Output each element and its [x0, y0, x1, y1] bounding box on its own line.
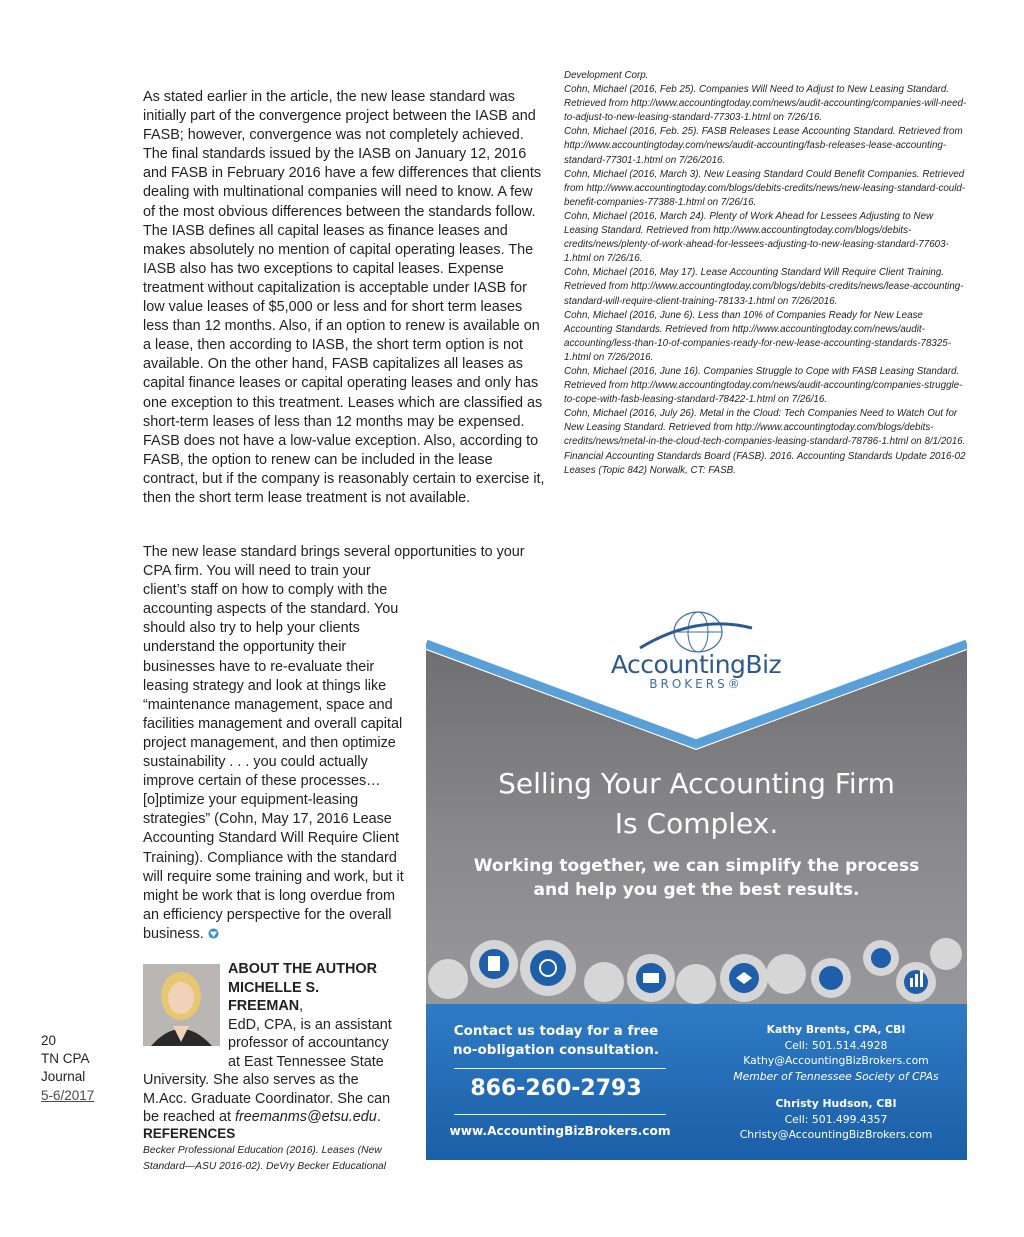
reference-item: Development Corp. — [564, 70, 649, 81]
reference-item: Cohn, Michael (2016, June 16). Companies Struggle to Cope with FASB Leasing Standard. Retrieved from http://www.accountingtoday.com/news/audit-accounting/companies-struggle-to-cope-with-fasb-leasing-standard-78422-1.html on 7/26/16. — [564, 365, 963, 406]
publication-name-line-2: Journal — [41, 1069, 86, 1085]
brand-name: AccountingBiz — [610, 650, 782, 679]
ad-phone-number[interactable]: 866-260-2793 — [470, 1076, 642, 1101]
author-bio-line-3: at East Tennessee State — [228, 1053, 384, 1070]
brand-subtitle: BROKERS® — [649, 677, 743, 691]
contact-christy-hudson: Christy Hudson, CBI Cell: 501.499.4357 Christy@AccountingBizBrokers.com — [726, 1096, 946, 1143]
author-bio-rest: University. She also serves as the M.Acc. Graduate Coordinator. She can be reached at — [143, 1072, 391, 1125]
reference-item: Cohn, Michael (2016, June 6). Less than 10% of Companies Ready for New Lease Accounting Standards. Retrieved from http://www.accountingtoday.com/news/audit-accounting/less-than-10-of-companies-ready-for-new-lease-accounting-standards-78325-1.html on 7/26/2016. — [564, 309, 952, 363]
contact-email[interactable]: Christy@AccountingBizBrokers.com — [739, 1128, 933, 1142]
author-bio-line-2: professor of accountancy — [228, 1035, 389, 1051]
ad-website-link[interactable]: www.AccountingBizBrokers.com — [449, 1124, 671, 1138]
article-paragraph-2-body: CPA firm. You will need to train your client’s staff on how to comply with the accounting aspects of the standard. You should also try to help your clients understand the opportunity their businesses have to re-evaluate their leasing strategy and look at things like “maintenance management, space and facilities management and overall capital project management, and then optimize sustainability . . . you could actually improve certain of these processes…[o]ptimize your equipment-leasing strategies” (Cohn, May 17, 2016 Lease Accounting Standard Will Require Client Training). Compliance with the standard will require some training and work, but it might be work that is long overdue from an efficiency perspective for the overall business. — [143, 563, 404, 942]
ad-contact-panel — [426, 1004, 967, 1160]
ad-call-to-action: Contact us today for a free no-obligation consultation. — [453, 1023, 659, 1058]
ad-brand-logo — [576, 650, 816, 691]
references-heading: REFERENCES — [143, 1126, 236, 1141]
author-photo — [143, 964, 220, 1046]
article-paragraph-1: As stated earlier in the article, the new lease standard was initially part of the convergence project between the IASB and FASB; however, convergence was not completely achieved. The final standards issued by the IASB on January 12, 2016 and FASB in February 2016 have a few differences that clients dealing with multinational companies will need to know. A few of the most obvious differences between the standards follow. The IASB defines all capital leases as finance leases and makes absolutely no mention of capital operating leases. The IASB also has two exceptions to capital leases. Expense treatment without capitalization is acceptable under IASB for low value leases of $5,000 or less and for short term leases less than 12 months. Also, if an option to renew is available on a lease, then according to IASB, the short term option is not available. On the other hand, FASB capitalizes all leases as capital finance leases or capital operating leases and only has one exception to this treatment. Leases which are classified as short-term leases of less than 12 months may be expensed. FASB does not have a low-value exception. Also, according to FASB, the option to renew can be included in the lease contract, but if the company is reasonably certain to exercise it, then the short term lease treatment is not available. — [143, 89, 545, 506]
accountingbiz-advertisement[interactable] — [426, 604, 967, 1160]
author-bio-line-1: EdD, CPA, is an assistant — [228, 1016, 392, 1033]
reference-item: Cohn, Michael (2016, Feb 25). Companies Will Need to Adjust to New Leasing Standard. Retrieved from http://www.accountingtoday.com/news/audit-accounting/companies-will-need-to-adjust-to-new-leasing-standard-77303-1.html on 7/26/16. — [564, 84, 967, 124]
page-folio — [41, 1032, 94, 1105]
contact-kathy-brents: Kathy Brents, CPA, CBI Cell: 501.514.4928 Kathy@AccountingBizBrokers.com Member of Tennessee Society of CPAs — [726, 1022, 946, 1084]
author-email[interactable]: freemanms@etsu.edu — [235, 1109, 377, 1125]
article-paragraph-2-first-line: The new lease standard brings several opportunities to your — [143, 544, 525, 560]
references-list — [564, 69, 969, 478]
ad-headline: Selling Your Accounting Firm Is Complex. — [498, 767, 895, 840]
issue-date: 5-6/2017 — [41, 1087, 95, 1103]
page-number: 20 — [41, 1033, 57, 1048]
publication-name-line-1: TN CPA — [41, 1051, 90, 1067]
ad-divider — [454, 1114, 666, 1115]
author-portrait-icon — [143, 964, 220, 1046]
reference-item: Cohn, Michael (2016, May 17). Lease Accounting Standard Will Require Client Training. Retrieved from http://www.accountingtoday.com/blogs/debits-credits/news/lease-accounting-standard-will-require-client-training-78133-1.html on 7/26/2016. — [564, 267, 964, 307]
about-the-author: ABOUT THE AUTHOR MICHELLE S. FREEMAN, EdD, CPA, is an assistant professor of accountancy at East Tennessee State University. She also serves as the M.Acc. Graduate Coordinator. She can be reached at freemanms@etsu.edu. — [143, 960, 398, 1127]
article-column — [143, 88, 548, 527]
ad-subheadline: Working together, we can simplify the process and help you get the best results. — [473, 856, 920, 900]
author-name: MICHELLE S. FREEMAN — [228, 979, 320, 1014]
reference-item: Cohn, Michael (2016, March 3). New Leasing Standard Could Benefit Companies. Retrieved from http://www.accountingtoday.com/blogs/debits-credits/news/new-leasing-standard-could-benefit-companies-77388-1.html on 7/26/16. — [564, 168, 966, 208]
reference-item: Cohn, Michael (2016, March 24). Plenty of Work Ahead for Lessees Adjusting to New Leasing Standard. Retrieved from http://www.accountingtoday.com/blogs/debits-credits/news/plenty-of-work-ahead-for-lessees-adjusting-to-new-leasing-standard-77603-1.html on 7/26/16. — [564, 210, 949, 265]
contact-email[interactable]: Kathy@AccountingBizBrokers.com — [743, 1054, 929, 1068]
ad-divider — [454, 1068, 666, 1069]
gear-icons-row — [426, 934, 967, 1004]
reference-item: Financial Accounting Standards Board (FASB). 2016. Accounting Standards Update 2016-02 Leases (Topic 842) Norwalk, CT: FASB. — [564, 450, 966, 476]
reference-item: Cohn, Michael (2016, July 26). Metal in the Cloud: Tech Companies Need to Watch Out for New Leasing Standard. Retrieved from http://www.accountingtoday.com/blogs/debits-credits/news/metal-in-the-cloud-tech-companies-leasing-standard-78786-1.html on 8/1/2016. — [564, 408, 966, 448]
tn-cpa-end-mark-icon — [208, 928, 219, 939]
reference-item: Cohn, Michael (2016, Feb. 25). FASB Releases Lease Accounting Standard. Retrieved from http://www.accountingtoday.com/news/audit-accounting/fasb-releases-lease-accounting-standard-77301-1.html on 7/26/2016. — [564, 126, 963, 166]
references-left-text: Becker Professional Education (2016). Leases (New Standard—ASU 2016-02). DeVry Becker Educational — [143, 1145, 387, 1172]
author-heading: ABOUT THE AUTHOR — [228, 961, 377, 977]
